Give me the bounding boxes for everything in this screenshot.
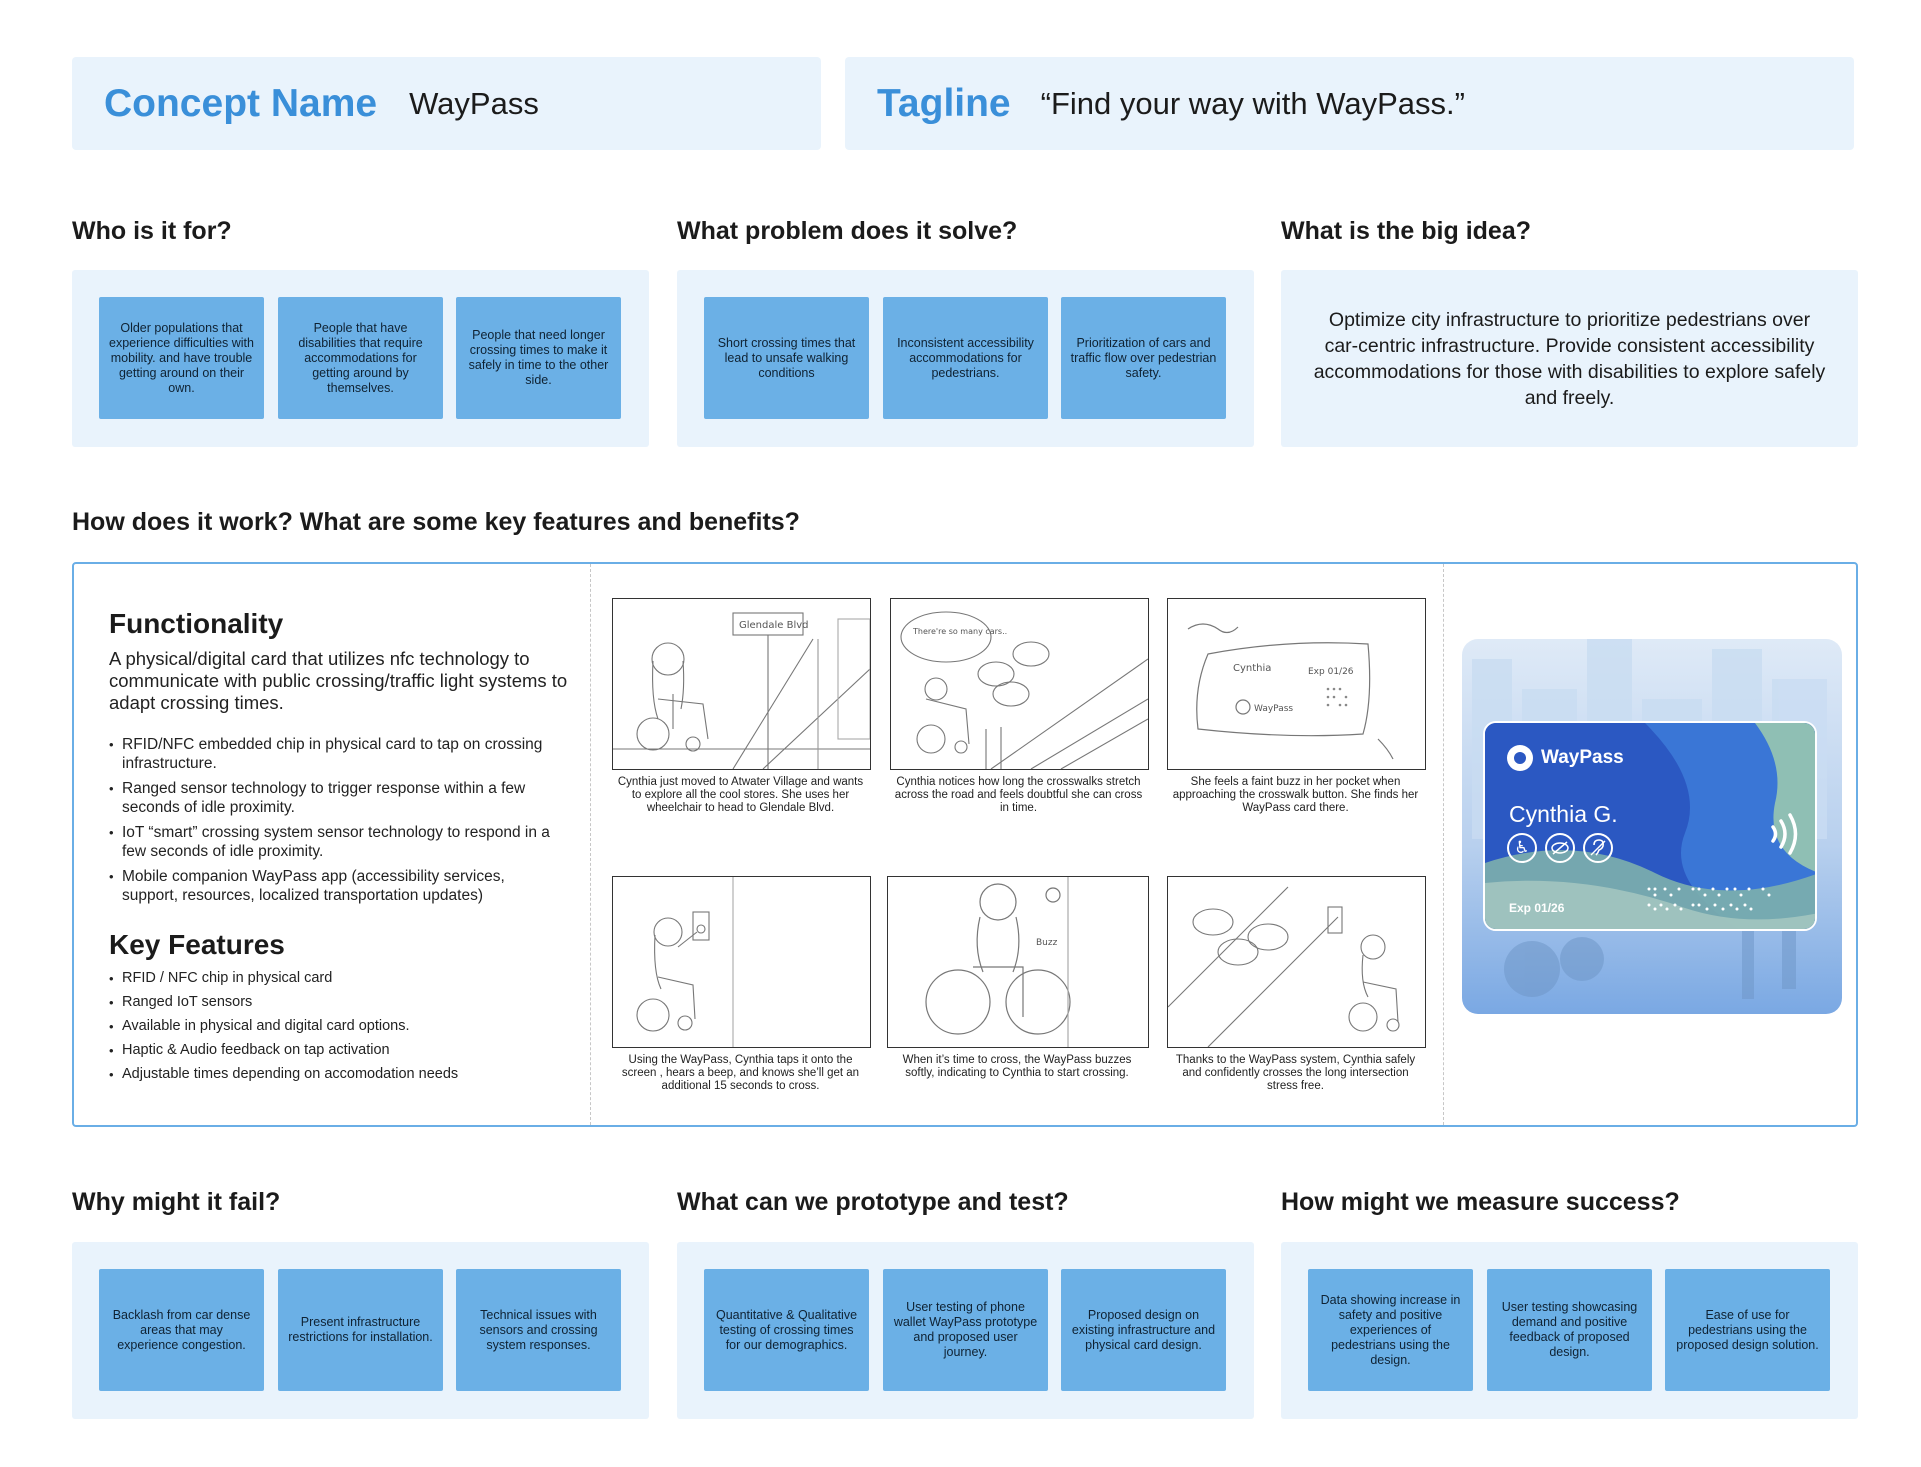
- list-item: • Available in physical and digital card options.: [109, 1017, 559, 1036]
- divider-right: [1443, 564, 1444, 1125]
- storyboard-frame-5: [887, 876, 1149, 1048]
- who-panel: [72, 270, 649, 447]
- list-item: • Mobile companion WayPass app (accessibility services, support, resources, localized transportation updates): [109, 867, 559, 905]
- buzz-text: Buzz: [1036, 938, 1058, 948]
- sketch-crossing-safely: [1168, 877, 1425, 1047]
- storyboard-frame-1: [612, 598, 871, 770]
- thought-bubble-text: There're so many cars..: [913, 627, 1008, 636]
- concept-name-label: Concept Name: [104, 81, 378, 125]
- functionality-list: [109, 735, 559, 911]
- divider-left: [590, 564, 591, 1125]
- hearing-icon: [1583, 833, 1613, 863]
- fail-heading: Why might it fail?: [72, 1188, 281, 1216]
- sticky-note: Data showing increase in safety and positive experiences of pedestrians using the design.: [1308, 1269, 1473, 1391]
- contactless-icon: [1767, 809, 1807, 859]
- sketch-card-brand: WayPass: [1254, 704, 1294, 714]
- card-logo: [1507, 745, 1624, 771]
- list-item: • Haptic & Audio feedback on tap activation: [109, 1041, 559, 1060]
- key-features-title: Key Features: [109, 929, 285, 960]
- sticky-note: Short crossing times that lead to unsafe walking conditions: [704, 297, 869, 419]
- concept-name-bar: [72, 57, 821, 150]
- how-heading: How does it work? What are some key features and benefits?: [72, 508, 800, 536]
- tagline-label: Tagline: [877, 81, 1011, 125]
- storyboard-frame-6: [1167, 876, 1426, 1048]
- storyboard-caption-6: Thanks to the WayPass system, Cynthia safely and confidently crosses the long intersection stress free.: [1175, 1054, 1416, 1092]
- wheelchair-icon: ♿: [1507, 833, 1537, 863]
- card-holder-name: Cynthia G.: [1509, 801, 1618, 827]
- sketch-braille: [1327, 688, 1348, 707]
- storyboard-frame-2: [890, 598, 1149, 770]
- prototype-heading: What can we prototype and test?: [677, 1188, 1069, 1216]
- tagline-bar: [845, 57, 1854, 150]
- braille-dots: [1645, 885, 1785, 913]
- list-item: • RFID/NFC embedded chip in physical card to tap on crossing infrastructure.: [109, 735, 559, 773]
- who-heading: Who is it for?: [72, 217, 232, 245]
- list-item: • Ranged IoT sensors: [109, 993, 559, 1012]
- how-it-works-board: [72, 562, 1858, 1127]
- sketch-crosswalk-cars: [891, 599, 1148, 769]
- list-item: • Adjustable times depending on accomodation needs: [109, 1065, 559, 1084]
- concept-name-value: WayPass: [409, 85, 539, 121]
- storyboard-caption-3: She feels a faint buzz in her pocket when approaching the crosswalk button. She finds her WayPass card there.: [1172, 776, 1419, 814]
- waypass-logo-icon: [1507, 745, 1533, 771]
- storyboard-frame-3: [1167, 598, 1426, 770]
- measure-heading: How might we measure success?: [1281, 1188, 1680, 1216]
- storyboard-frame-4: [612, 876, 871, 1048]
- sketch-tap-button: [613, 877, 870, 1047]
- prototype-panel: [677, 1242, 1254, 1419]
- problem-panel: [677, 270, 1254, 447]
- measure-panel: [1281, 1242, 1858, 1419]
- sticky-note: People that have disabilities that require accommodations for getting around by themselves.: [278, 297, 443, 419]
- list-item: • IoT “smart” crossing system sensor technology to respond in a few seconds of idle proximity.: [109, 823, 559, 861]
- card-brand: WayPass: [1541, 747, 1624, 768]
- sticky-note: Prioritization of cars and traffic flow over pedestrian safety.: [1061, 297, 1226, 419]
- sticky-note: Ease of use for pedestrians using the proposed design solution.: [1665, 1269, 1830, 1391]
- sketch-card-name: Cynthia: [1233, 663, 1272, 674]
- sketch-card: [1168, 599, 1425, 769]
- sticky-note: Quantitative & Qualitative testing of crossing times for our demographics.: [704, 1269, 869, 1391]
- card-accessibility-icons: [1507, 833, 1613, 863]
- sticky-note: Present infrastructure restrictions for installation.: [278, 1269, 443, 1391]
- sticky-note: Older populations that experience difficulties with mobility. and have trouble getting around on their own.: [99, 297, 264, 419]
- storyboard-caption-1: Cynthia just moved to Atwater Village and wants to explore all the cool stores. She uses her wheelchair to head to Glendale Blvd.: [617, 776, 864, 814]
- storyboard-caption-2: Cynthia notices how long the crosswalks stretch across the road and feels doubtful she can cross in time.: [894, 776, 1143, 814]
- idea-panel: [1281, 270, 1858, 447]
- waypass-card-mockup: [1462, 639, 1842, 1014]
- street-sign-text: Glendale Blvd: [739, 620, 809, 631]
- idea-heading: What is the big idea?: [1281, 217, 1532, 245]
- list-item: • RFID / NFC chip in physical card: [109, 969, 559, 988]
- storyboard-caption-4: Using the WayPass, Cynthia taps it onto the screen , hears a beep, and knows she’ll get an additional 15 seconds to cross.: [621, 1054, 860, 1092]
- problem-heading: What problem does it solve?: [677, 217, 1018, 245]
- sticky-note: Technical issues with sensors and crossing system responses.: [456, 1269, 621, 1391]
- sticky-note: People that need longer crossing times to make it safely in time to the other side.: [456, 297, 621, 419]
- sticky-note: User testing of phone wallet WayPass prototype and proposed user journey.: [883, 1269, 1048, 1391]
- functionality-description: A physical/digital card that utilizes nfc technology to communicate with public crossing/traffic light systems to adapt crossing times.: [109, 648, 568, 713]
- sketch-card-exp: Exp 01/26: [1308, 667, 1354, 677]
- fail-panel: [72, 1242, 649, 1419]
- low-vision-icon: [1545, 833, 1575, 863]
- waypass-card: [1483, 721, 1817, 931]
- list-item: • Ranged sensor technology to trigger response within a few seconds of idle proximity.: [109, 779, 559, 817]
- sticky-note: User testing showcasing demand and positive feedback of proposed design.: [1487, 1269, 1652, 1391]
- sticky-note: Backlash from car dense areas that may experience congestion.: [99, 1269, 264, 1391]
- sticky-note: Inconsistent accessibility accommodations for pedestrians.: [883, 297, 1048, 419]
- key-features-list: [109, 969, 559, 1089]
- idea-text: Optimize city infrastructure to prioritize pedestrians over car-centric infrastructure. Provide consistent accessibility accommodations for those with disabilities to explore safely and freely.: [1313, 308, 1826, 409]
- storyboard-caption-5: When it’s time to cross, the WayPass buzzes softly, indicating to Cynthia to start crossing.: [902, 1054, 1132, 1079]
- sketch-wheelchair-street: [613, 599, 870, 769]
- sticky-note: Proposed design on existing infrastructure and physical card design.: [1061, 1269, 1226, 1391]
- sketch-wheelchair-front: [888, 877, 1148, 1047]
- tagline-value: “Find your way with WayPass.”: [1040, 85, 1465, 121]
- card-expiry: Exp 01/26: [1509, 901, 1565, 915]
- functionality-title: Functionality: [109, 608, 284, 639]
